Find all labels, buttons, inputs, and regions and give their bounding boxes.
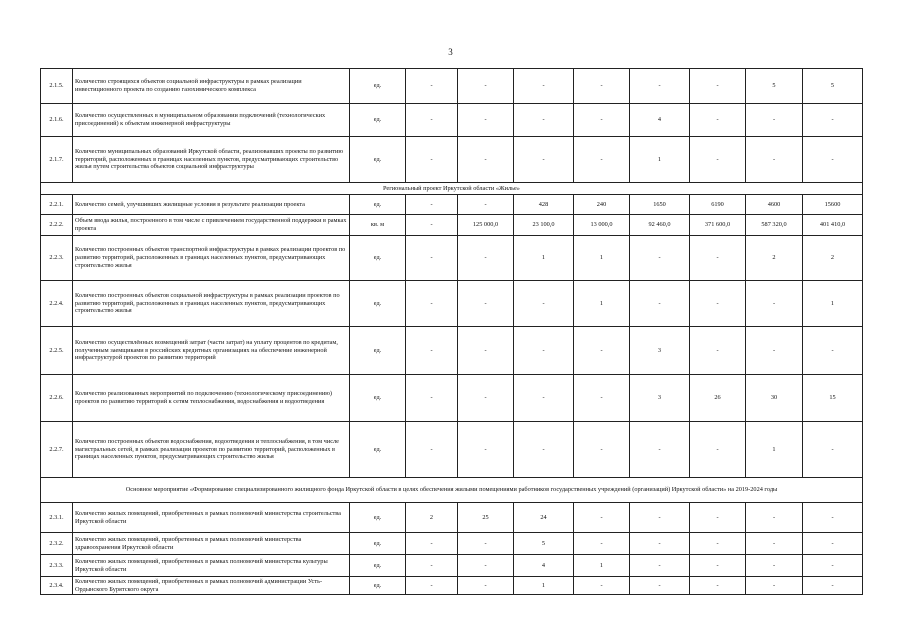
value-cell: - — [746, 327, 803, 375]
unit-cell: ед. — [350, 195, 406, 215]
indicator-name: Количество построенных объектов транспортной инфраструктуры в рамках реализации проектов по развитию территорий, расположенных в границах населенных пунктов, предусматривающих строительство жилья — [73, 236, 350, 281]
row-number: 2.2.6. — [41, 375, 73, 422]
value-cell: - — [406, 69, 458, 104]
value-cell: - — [746, 104, 803, 137]
value-cell: 1 — [514, 577, 574, 595]
value-cell: - — [630, 503, 690, 533]
unit-cell: ед. — [350, 422, 406, 478]
table-row — [41, 195, 863, 215]
value-cell: - — [514, 375, 574, 422]
row-number: 2.1.5. — [41, 69, 73, 104]
value-cell: - — [514, 137, 574, 183]
value-cell: - — [458, 577, 514, 595]
value-cell: 92 460,0 — [630, 215, 690, 236]
value-cell: - — [574, 503, 630, 533]
table-row — [41, 137, 863, 183]
table-row — [41, 215, 863, 236]
value-cell: - — [406, 577, 458, 595]
indicator-name: Объем ввода жилья, построенного в том числе с привлечением государственной поддержки в рамках проекта — [73, 215, 350, 236]
indicator-name: Количество осуществлённых возмещений затрат (части затрат) на уплату процентов по кредитам, полученным заемщиками в российских кредитных организациях на обеспечение инженерной инфраструктурой проектов по развитию территорий — [73, 327, 350, 375]
value-cell: - — [630, 281, 690, 327]
value-cell: - — [406, 327, 458, 375]
row-number: 2.2.4. — [41, 281, 73, 327]
value-cell: 428 — [514, 195, 574, 215]
value-cell: - — [406, 137, 458, 183]
value-cell: - — [630, 422, 690, 478]
indicator-name: Количество построенных объектов социальной инфраструктуры в рамках реализации проектов по развитию территорий, расположенных в границах населенных пунктов, предусматривающих строительство жилья — [73, 281, 350, 327]
value-cell: - — [458, 555, 514, 577]
indicator-name: Количество жилых помещений, приобретенных в рамках полномочий министерства здравоохранения Иркутской области — [73, 533, 350, 555]
value-cell: 5 — [803, 69, 863, 104]
value-cell: 4 — [630, 104, 690, 137]
row-number: 2.2.3. — [41, 236, 73, 281]
value-cell: - — [630, 533, 690, 555]
value-cell: 1 — [574, 236, 630, 281]
value-cell: - — [458, 236, 514, 281]
value-cell: - — [746, 577, 803, 595]
value-cell: 587 320,0 — [746, 215, 803, 236]
row-number: 2.3.3. — [41, 555, 73, 577]
section-title: Основное мероприятие «Формирование специализированного жилищного фонда Иркутской области в целях обеспечения жилыми помещениями работников государственных учреждений (организаций) Иркутской области» на 2019-2024 годы — [41, 478, 863, 503]
value-cell: 4600 — [746, 195, 803, 215]
value-cell: - — [574, 69, 630, 104]
value-cell: - — [803, 137, 863, 183]
value-cell: - — [690, 555, 746, 577]
value-cell: 26 — [690, 375, 746, 422]
value-cell: - — [458, 375, 514, 422]
value-cell: - — [406, 422, 458, 478]
row-number: 2.2.5. — [41, 327, 73, 375]
value-cell: - — [630, 577, 690, 595]
table-row — [41, 69, 863, 104]
value-cell: 15 — [803, 375, 863, 422]
value-cell: - — [406, 195, 458, 215]
row-number: 2.2.7. — [41, 422, 73, 478]
page-number: 3 — [448, 47, 453, 57]
unit-cell: ед. — [350, 281, 406, 327]
table-row — [41, 375, 863, 422]
table-row — [41, 555, 863, 577]
value-cell: - — [746, 555, 803, 577]
value-cell: - — [690, 503, 746, 533]
value-cell: - — [514, 69, 574, 104]
unit-cell: ед. — [350, 375, 406, 422]
unit-cell: ед. — [350, 533, 406, 555]
value-cell: - — [514, 281, 574, 327]
value-cell: - — [458, 104, 514, 137]
table-row — [41, 503, 863, 533]
value-cell: - — [406, 104, 458, 137]
indicator-name: Количество жилых помещений, приобретенных в рамках полномочий министерства строительства Иркутской области — [73, 503, 350, 533]
value-cell: - — [803, 577, 863, 595]
row-number: 2.1.7. — [41, 137, 73, 183]
value-cell: - — [574, 533, 630, 555]
row-number: 2.2.2. — [41, 215, 73, 236]
value-cell: 240 — [574, 195, 630, 215]
value-cell: - — [690, 281, 746, 327]
table-row — [41, 236, 863, 281]
value-cell: 15600 — [803, 195, 863, 215]
table-row — [41, 104, 863, 137]
unit-cell: ед. — [350, 577, 406, 595]
value-cell: - — [690, 137, 746, 183]
value-cell: 1 — [574, 281, 630, 327]
indicator-name: Количество осуществленных в муниципальном образовании подключений (технологических присоединений) к объектам инженерной инфраструктуры — [73, 104, 350, 137]
value-cell: - — [458, 137, 514, 183]
value-cell: - — [746, 281, 803, 327]
value-cell: - — [406, 236, 458, 281]
value-cell: - — [746, 533, 803, 555]
indicator-name: Количество муниципальных образований Иркутской области, реализовавших проекты по развитию территорий, расположенных в границах населенных пунктов, предусматривающих строительство жилья путем строительства объектов социальной инфраструктуры — [73, 137, 350, 183]
value-cell: 371 600,0 — [690, 215, 746, 236]
value-cell: - — [574, 375, 630, 422]
row-number: 2.3.2. — [41, 533, 73, 555]
table-row — [41, 533, 863, 555]
value-cell: 30 — [746, 375, 803, 422]
value-cell: - — [574, 327, 630, 375]
unit-cell: ед. — [350, 327, 406, 375]
value-cell: - — [690, 533, 746, 555]
value-cell: - — [746, 503, 803, 533]
value-cell: - — [803, 422, 863, 478]
value-cell: - — [406, 375, 458, 422]
value-cell: - — [803, 503, 863, 533]
unit-cell: ед. — [350, 104, 406, 137]
value-cell: - — [406, 555, 458, 577]
row-number: 2.3.4. — [41, 577, 73, 595]
value-cell: 401 410,0 — [803, 215, 863, 236]
value-cell: - — [690, 577, 746, 595]
value-cell: 25 — [458, 503, 514, 533]
value-cell: 24 — [514, 503, 574, 533]
value-cell: 13 000,0 — [574, 215, 630, 236]
value-cell: 23 100,0 — [514, 215, 574, 236]
indicator-name: Количество семей, улучшивших жилищные условия в результате реализации проекта — [73, 195, 350, 215]
value-cell: - — [574, 577, 630, 595]
value-cell: - — [690, 422, 746, 478]
table-row — [41, 422, 863, 478]
value-cell: - — [574, 137, 630, 183]
value-cell: 1 — [630, 137, 690, 183]
indicator-name: Количество реализованных мероприятий по подключению (технологическому присоединению) проектов по развитию территорий к сетям теплоснабжения, водоснабжения и водоотведения — [73, 375, 350, 422]
unit-cell: кв. м — [350, 215, 406, 236]
indicator-name: Количество построенных объектов водоснабжения, водоотведения и теплоснабжения, в том числе магистральных сетей, в рамках реализации проектов по развитию территорий, расположенных в границах населенных пунктов, предусматривающих строительство жилья — [73, 422, 350, 478]
value-cell: - — [406, 281, 458, 327]
value-cell: 1 — [514, 236, 574, 281]
table-row — [41, 577, 863, 595]
value-cell: - — [458, 422, 514, 478]
value-cell: - — [458, 281, 514, 327]
value-cell: 5 — [746, 69, 803, 104]
value-cell: 1650 — [630, 195, 690, 215]
value-cell: - — [458, 195, 514, 215]
value-cell: - — [574, 422, 630, 478]
value-cell: 2 — [803, 236, 863, 281]
value-cell: 125 000,0 — [458, 215, 514, 236]
value-cell: - — [690, 69, 746, 104]
table-row — [41, 327, 863, 375]
value-cell: 2 — [746, 236, 803, 281]
value-cell: - — [803, 327, 863, 375]
value-cell: 1 — [574, 555, 630, 577]
row-number: 2.3.1. — [41, 503, 73, 533]
section-title: Региональный проект Иркутской области «Жилье» — [41, 183, 863, 195]
value-cell: - — [630, 555, 690, 577]
value-cell: 2 — [406, 503, 458, 533]
value-cell: - — [458, 327, 514, 375]
value-cell: - — [458, 69, 514, 104]
unit-cell: ед. — [350, 555, 406, 577]
value-cell: - — [803, 104, 863, 137]
value-cell: - — [406, 215, 458, 236]
value-cell: - — [514, 327, 574, 375]
value-cell: - — [514, 104, 574, 137]
unit-cell: ед. — [350, 137, 406, 183]
indicator-name: Количество жилых помещений, приобретенных в рамках полномочий администрации Усть-Ордынского Бурятского округа — [73, 577, 350, 595]
value-cell: 3 — [630, 375, 690, 422]
unit-cell: ед. — [350, 503, 406, 533]
value-cell: 3 — [630, 327, 690, 375]
value-cell: 1 — [803, 281, 863, 327]
value-cell: 1 — [746, 422, 803, 478]
section-header-row — [41, 183, 863, 195]
value-cell: - — [803, 555, 863, 577]
value-cell: 5 — [514, 533, 574, 555]
indicators-table — [40, 68, 863, 595]
indicator-name: Количество жилых помещений, приобретенных в рамках полномочий министерства культуры Иркутской области — [73, 555, 350, 577]
indicator-name: Количество строящихся объектов социальной инфраструктуры в рамках реализации инвестиционного проекта по созданию газохимического комплекса — [73, 69, 350, 104]
value-cell: - — [690, 327, 746, 375]
value-cell: 4 — [514, 555, 574, 577]
value-cell: - — [514, 422, 574, 478]
value-cell: - — [406, 533, 458, 555]
table-row — [41, 281, 863, 327]
value-cell: - — [803, 533, 863, 555]
section-header-row — [41, 478, 863, 503]
value-cell: - — [690, 104, 746, 137]
unit-cell: ед. — [350, 69, 406, 104]
value-cell: 6190 — [690, 195, 746, 215]
value-cell: - — [630, 236, 690, 281]
value-cell: - — [746, 137, 803, 183]
unit-cell: ед. — [350, 236, 406, 281]
value-cell: - — [630, 69, 690, 104]
value-cell: - — [574, 104, 630, 137]
row-number: 2.2.1. — [41, 195, 73, 215]
value-cell: - — [458, 533, 514, 555]
value-cell: - — [690, 236, 746, 281]
row-number: 2.1.6. — [41, 104, 73, 137]
